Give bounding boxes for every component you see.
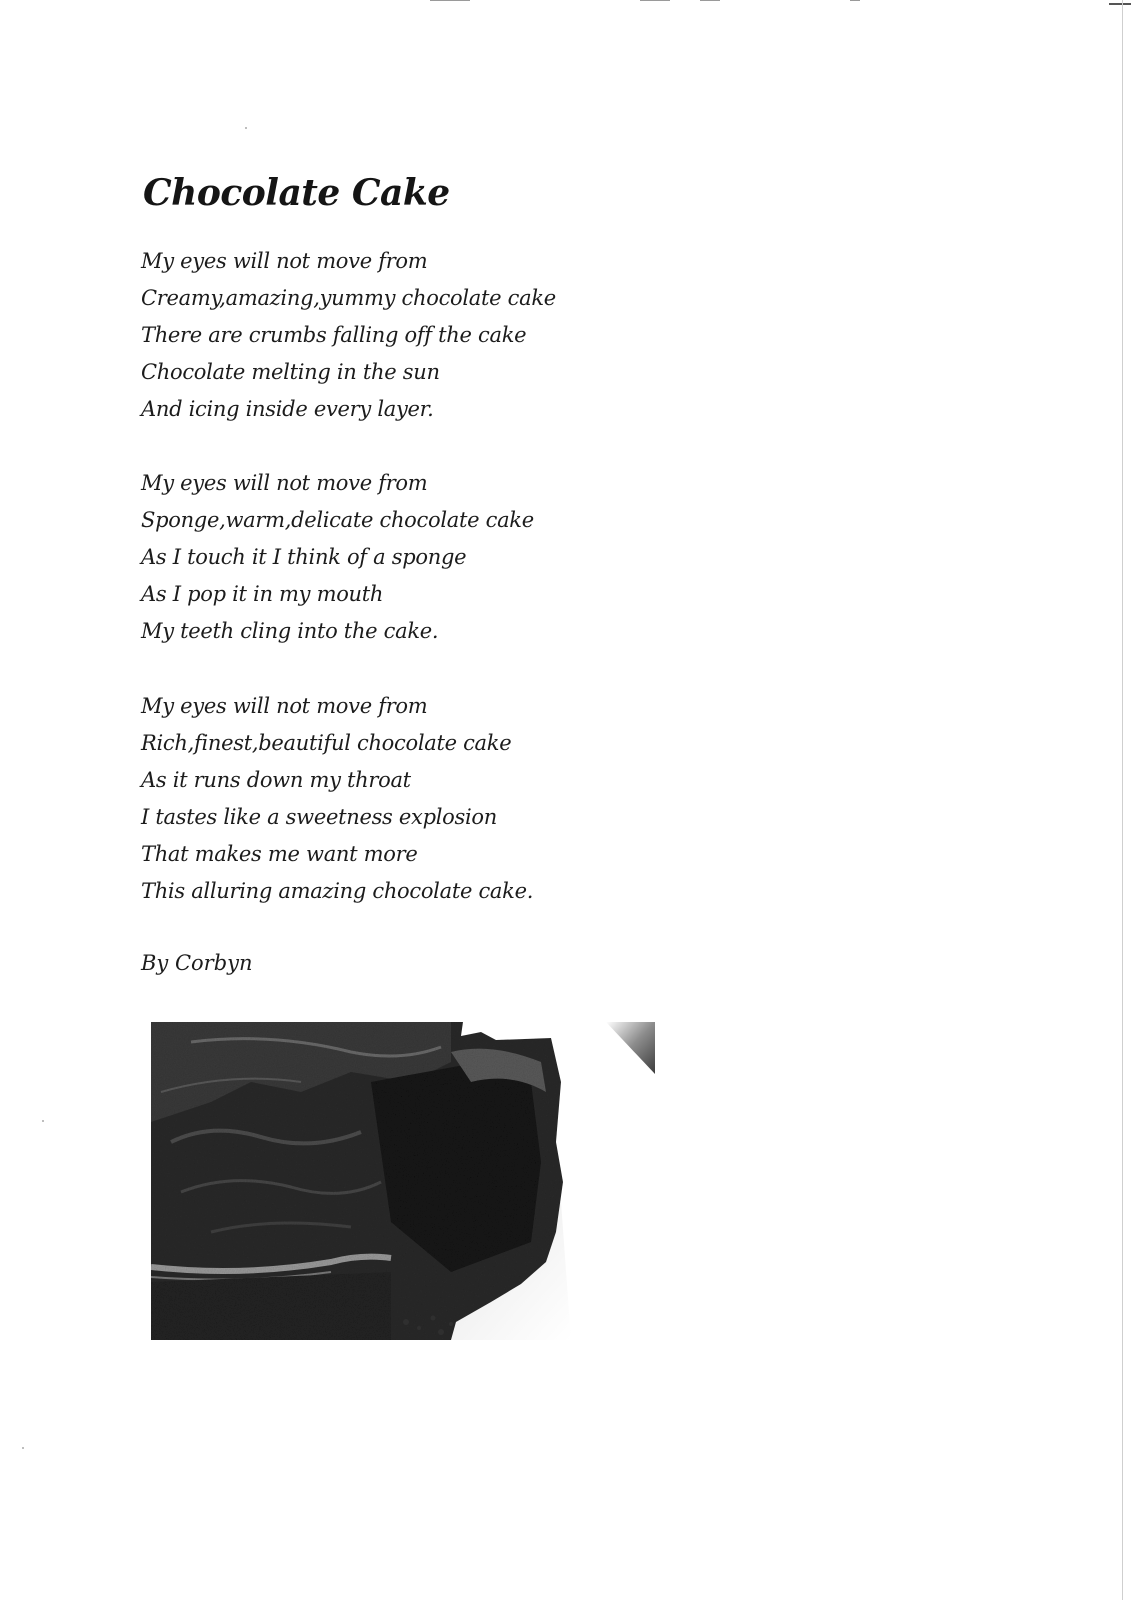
page-edge <box>1122 0 1123 1600</box>
poem-line: My eyes will not move from <box>141 694 428 718</box>
scan-artifact <box>245 127 247 129</box>
poem-author: By Corbyn <box>141 951 253 975</box>
cake-body <box>151 1022 563 1340</box>
stanza-1 <box>141 243 556 428</box>
poem-line: My teeth cling into the cake. <box>141 619 439 643</box>
stanza-3 <box>141 688 533 910</box>
poem-line: Rich,finest,beautiful chocolate cake <box>141 731 512 755</box>
scan-artifact <box>700 0 720 1</box>
poem-line: As it runs down my throat <box>141 768 411 792</box>
scan-top-marks <box>0 0 1131 2</box>
poem-line: I tastes like a sweetness explosion <box>141 805 497 829</box>
scan-artifact <box>42 1120 44 1122</box>
corner-wedge <box>606 1022 655 1074</box>
stanza-2 <box>141 465 534 650</box>
poem-title: Chocolate Cake <box>143 172 450 215</box>
poem-line: My eyes will not move from <box>141 471 428 495</box>
scan-artifact <box>430 0 470 1</box>
scan-artifact <box>22 1447 24 1449</box>
poem-line: Chocolate melting in the sun <box>141 360 440 384</box>
chocolate-cake-photo <box>151 1022 655 1340</box>
scan-corner-mark <box>1109 3 1131 5</box>
poem-line: My eyes will not move from <box>141 249 428 273</box>
poem-line: Sponge,warm,delicate chocolate cake <box>141 508 534 532</box>
poem-line: As I touch it I think of a sponge <box>141 545 467 569</box>
scan-artifact <box>640 0 670 1</box>
poem-line: Creamy,amazing,yummy chocolate cake <box>141 286 556 310</box>
poem-line: That makes me want more <box>141 842 418 866</box>
poem-line: And icing inside every layer. <box>141 397 434 421</box>
poem-line: There are crumbs falling off the cake <box>141 323 527 347</box>
poem-line: As I pop it in my mouth <box>141 582 384 606</box>
poem-line: This alluring amazing chocolate cake. <box>141 879 534 903</box>
scan-artifact <box>850 0 860 1</box>
